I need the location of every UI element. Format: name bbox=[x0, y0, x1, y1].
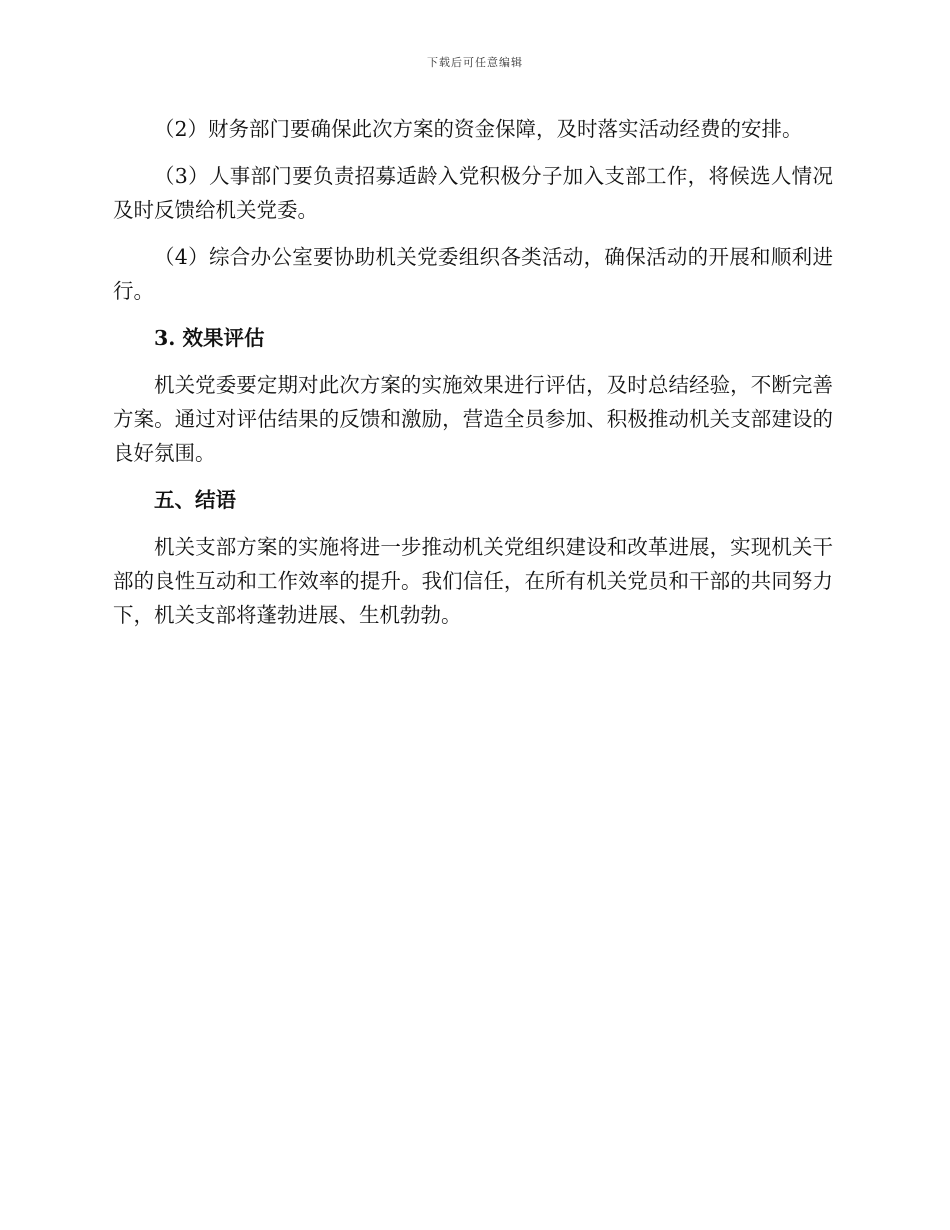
page-header-note: 下载后可任意编辑 bbox=[427, 56, 523, 69]
heading-conclusion: 五、结语 bbox=[154, 488, 236, 512]
heading-evaluation: 3. 效果评估 bbox=[154, 326, 265, 350]
paragraph-finance: （2）财务部门要确保此次方案的资金保障，及时落实活动经费的安排。 bbox=[154, 117, 803, 141]
paragraph-evaluation: 机关党委要定期对此次方案的实施效果进行评估，及时总结经验，不断完善方案。通过对评估结果的反馈和激励，营造全员参加、积极推动机关支部建设的良好氛围。 bbox=[113, 373, 833, 465]
paragraph-personnel: （3）人事部门要负责招募适龄入党积极分子加入支部工作，将候选人情况及时反馈给机关党委。 bbox=[113, 164, 833, 222]
paragraph-conclusion: 机关支部方案的实施将进一步推动机关党组织建设和改革进展，实现机关干部的良性互动和工作效率的提升。我们信任，在所有机关党员和干部的共同努力下，机关支部将蓬勃进展、生机勃勃。 bbox=[113, 535, 833, 627]
paragraph-office: （4）综合办公室要协助机关党委组织各类活动，确保活动的开展和顺利进行。 bbox=[113, 245, 833, 303]
document-body bbox=[113, 112, 833, 645]
